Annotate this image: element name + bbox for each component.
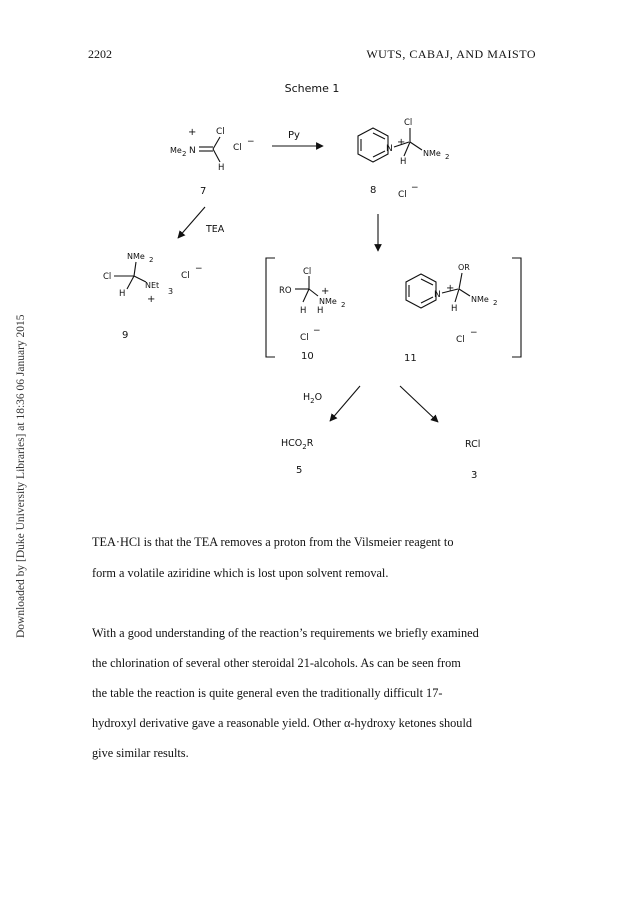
arrow-to-chloride	[400, 386, 438, 422]
c9-cl: Cl	[103, 272, 112, 282]
c11-counterion: Cl	[456, 335, 465, 345]
compound-7-structure	[199, 137, 220, 162]
reagent-water-o: O	[314, 392, 323, 403]
compound-9-label: 9	[122, 330, 129, 341]
reagent-tea: TEA	[206, 224, 225, 235]
c7-h: H	[218, 163, 225, 173]
c11-nme: NMe	[471, 295, 489, 304]
product-formate-a: HCO	[281, 438, 303, 449]
left-bracket	[266, 258, 275, 357]
c8-n: N	[386, 144, 393, 154]
body-line-2: form a volatile aziridine which is lost upon solvent removal.	[92, 566, 389, 580]
body-line-4: the chlorination of several other steroidal 21-alcohols. As can be seen from	[92, 656, 461, 670]
compound-10-structure	[295, 276, 318, 302]
c8-counterion: Cl	[398, 190, 407, 200]
c9-nme: NMe	[127, 252, 145, 261]
compound-8-label: 8	[370, 185, 377, 196]
c10-nme: NMe	[319, 297, 337, 306]
compound-11-label: 11	[404, 353, 417, 364]
compound-9-structure	[114, 262, 146, 289]
arrow-tea	[178, 207, 205, 238]
compound-7-label: 7	[200, 186, 207, 197]
body-line-3: With a good understanding of the reaction’s requirements we briefly examined	[92, 626, 479, 640]
c9-sub2: 2	[149, 256, 154, 264]
c10-ro: RO	[279, 286, 292, 296]
scheme-title: Scheme 1	[284, 82, 340, 95]
compound-10-label: 10	[301, 351, 314, 362]
c9-net: NEt	[145, 281, 160, 290]
c10-plus: +	[321, 286, 330, 297]
c9-plus: +	[147, 294, 156, 305]
c8-counterion-minus: −	[411, 183, 419, 193]
body-line-1: TEA·HCl is that the TEA removes a proton from the Vilsmeier reagent to	[92, 535, 454, 549]
arrow-to-formate	[330, 386, 360, 421]
reagent-water	[303, 392, 322, 405]
c9-counterion-minus: −	[195, 264, 203, 274]
c8-sub2: 2	[445, 153, 450, 161]
c7-counterion: Cl	[233, 143, 242, 153]
c11-sub2: 2	[493, 299, 498, 307]
product-chloride: RCl	[465, 439, 481, 450]
c10-counterion-minus: −	[313, 326, 321, 336]
c7-cl: Cl	[216, 127, 225, 137]
c8-h: H	[400, 157, 407, 167]
body-line-6: hydroxyl derivative gave a reasonable yield. Other α-hydroxy ketones should	[92, 716, 473, 730]
c8-cl: Cl	[404, 118, 413, 128]
c7-counterion-minus: −	[247, 137, 255, 147]
page-number: 2202	[88, 47, 112, 61]
download-note: Downloaded by [Duke University Libraries] at 18:36 06 January 2015	[15, 314, 27, 638]
body-line-5: the table the reaction is quite general even the traditionally difficult 17-	[92, 686, 443, 700]
product-formate-sub: 2	[302, 443, 307, 451]
compound-3-label: 3	[471, 470, 478, 481]
c7-plus: +	[188, 127, 197, 138]
header-authors: WUTS, CABAJ, AND MAISTO	[366, 47, 536, 61]
c11-counterion-minus: −	[470, 328, 478, 338]
reagent-water-sub: 2	[310, 397, 315, 405]
c7-n: N	[189, 146, 196, 156]
compound-5-label: 5	[296, 465, 303, 476]
c9-counterion: Cl	[181, 271, 190, 281]
product-formate-b: R	[306, 438, 314, 449]
c7-sub2: 2	[182, 150, 187, 158]
reagent-water-h: H	[303, 392, 311, 403]
c11-h: H	[451, 304, 458, 314]
c11-plus: +	[446, 283, 455, 294]
c10-sub2: 2	[341, 301, 346, 309]
c8-nme: NMe	[423, 149, 441, 158]
c10-h1: H	[300, 306, 307, 316]
c9-h: H	[119, 289, 126, 299]
c9-sub3: 3	[168, 287, 174, 296]
c10-cl: Cl	[303, 267, 312, 277]
body-line-7: give similar results.	[92, 746, 189, 760]
reagent-py: Py	[288, 130, 300, 141]
product-formate	[281, 438, 314, 451]
c10-h2: H	[317, 306, 324, 316]
c11-n: N	[434, 290, 441, 300]
c11-or: OR	[458, 263, 470, 272]
c7-me: Me	[170, 146, 182, 155]
c10-counterion: Cl	[300, 333, 309, 343]
right-bracket	[512, 258, 521, 357]
c8-plus: +	[397, 137, 406, 148]
